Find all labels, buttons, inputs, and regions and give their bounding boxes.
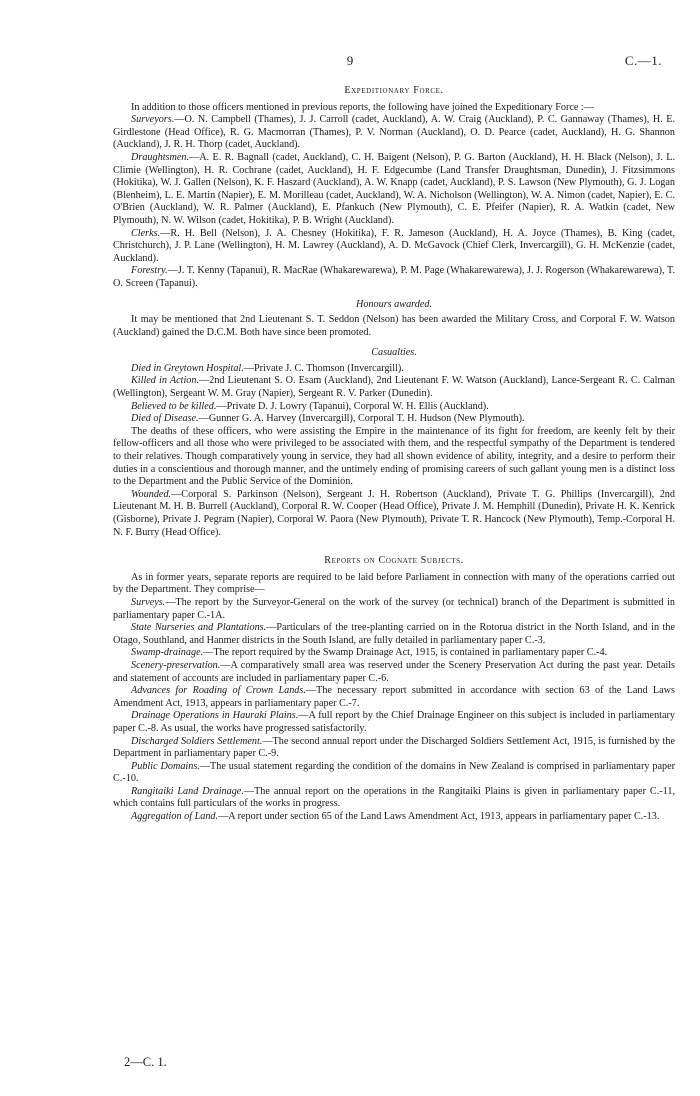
honours-paragraph: It may be mentioned that 2nd Lieutenant S. T. Seddon (Nelson) has been awarded the Military Cross, and Corporal F. W. Watson (Auckland) gained the D.C.M. Both have since been promoted.: [113, 314, 675, 338]
believed-paragraph: [113, 401, 675, 414]
report-item: [113, 736, 675, 761]
report-item-label: Advances for Roading of Crown Lands.: [131, 685, 306, 697]
document-body: [113, 85, 675, 824]
died-hospital-label: Died in Greytown Hospital.: [131, 362, 244, 374]
report-item-label: Drainage Operations in Hauraki Plains.: [131, 710, 299, 722]
draughtsmen-text: —A. E. R. Bagnall (cadet, Auckland), C. H. Baigent (Nelson), P. G. Barton (Auckland), H. H. Black (Nelson), J. L. Climie (Wellington), H. R. Cochrane (cadet, Auckland), H. F. Edgecumbe (Land Transfer Draughtsman, Dunedin), J. Fitzsimmons (Hokitika), W. J. Gallen (Nelson), K. F. Haszard (Auckland), A. W. Knapp (cadet, Auckland), P. S. Lawson (New Plymouth), G. J. Logan (Blenheim), L. E. Martin (Napier), E. M. Morilleau (cadet, Auckland), W. A. Nicholson (Wellington), W. A. Nimon (cadet, Napier), E. C. O'Brien (Auckland), W. R. Palmer (Auckland), E. Pfankuch (New Plymouth), C. E. Pfeifer (Napier), R. A. Watkin (cadet, New Plymouth), N. W. Wilson (cadet, Hokitika), P. B. Wright (Auckland).: [113, 151, 675, 226]
report-item: [113, 811, 675, 824]
page-number: 9: [346, 53, 354, 68]
clerks-paragraph: [113, 228, 675, 266]
surveyors-text: —O. N. Campbell (Thames), J. J. Carroll (cadet, Auckland), A. W. Craig (Auckland), P. C. Gannaway (Thames), H. E. Girdlestone (Head Office), R. G. Macmorran (Thames), P. V. Norman (Auckland), O. D. Pearce (cadet, Auckland), H. G. Shannon (Auckland), J. R. H. Thorp (cadet, Auckland).: [113, 114, 675, 151]
report-item-label: Surveys.: [131, 596, 166, 608]
report-item: [113, 786, 675, 811]
casualties-heading: Casualties.: [371, 347, 417, 359]
forestry-label: Forestry.: [131, 265, 168, 277]
section-gap: [113, 539, 675, 555]
report-item-text: —A comparatively small area was reserved under the Scenery Preservation Act during the past year. Details and statement of accounts are included in parliamentary paper C.-6.: [113, 659, 675, 684]
expeditionary-heading: Expeditionary Force.: [344, 85, 444, 96]
report-item: [113, 660, 675, 685]
draughtsmen-label: Draughtsmen.: [131, 151, 190, 163]
believed-label: Believed to be killed.: [131, 400, 217, 412]
report-item-label: Public Domains.: [131, 760, 200, 772]
died-hospital-paragraph: [113, 363, 675, 376]
wounded-text: —Corporal S. Parkinson (Nelson), Sergeant J. H. Robertson (Auckland), Private T. G. Phillips (Invercargill), 2nd Lieutenant M. H. B. Burrell (Auckland), Corporal R. W. Cooper (Head Office), Private J. M. Hemphill (Dunedin), Private H. K. Kenrick (Gisborne), Private J. Pegram (Napier), Corporal W. Paora (New Plymouth), Private T. R. Hancock (New Plymouth), Temp.-Corporal H. N. F. Burry (Head Office).: [113, 488, 675, 538]
honours-heading: Honours awarded.: [355, 298, 433, 310]
report-item: [113, 622, 675, 647]
believed-text: —Private D. J. Lowry (Tapanui), Corporal W. H. Ellis (Auckland).: [216, 400, 489, 412]
died-hospital-text: —Private J. C. Thomson (Invercargill).: [243, 362, 404, 374]
reports-list: [113, 597, 675, 824]
report-item-text: —The annual report on the operations in the Rangitaiki Plains is given in parliamentary paper C.-11, which contains full particulars of the works in progress.: [113, 785, 676, 810]
report-item-text: —The second annual report under the Discharged Soldiers Settlement Act, 1915, is furnished by the Department in parliamentary paper C.-9.: [113, 735, 675, 760]
report-item: [113, 685, 675, 710]
report-item-text: —Particulars of the tree-planting carried on in the Rotorua district in the North Island, and in the Otago, Southland, and Hanmer districts in the South Island, are fully detailed in parliamentary paper C.-3.: [113, 622, 676, 646]
draughtsmen-paragraph: [113, 152, 675, 228]
expeditionary-intro: In addition to those officers mentioned in previous reports, the following have joined the Expeditionary Force :—: [131, 101, 594, 113]
killed-text: —2nd Lieutenant S. O. Esam (Auckland), 2nd Lieutenant F. W. Watson (Auckland), Lance-Sergeant R. C. Calman (Wellington), Sergeant W. M. Gray (Napier), Sergeant R. V. Parker (Dunedin).: [113, 375, 675, 400]
forestry-paragraph: [113, 265, 675, 290]
report-item-label: Discharged Soldiers Settlement.: [131, 735, 263, 747]
clerks-text: —R. H. Bell (Nelson), J. A. Chesney (Hokitika), F. R. Jameson (Auckland), H. A. Joyce (Thames), B. King (cadet, Christchurch), J. P. Lane (Wellington), H. M. Lawrey (Auckland), A. D. McGavock (Chief Clerk, Invercargill), G. H. McKenzie (cadet, Auckland).: [113, 227, 675, 264]
forestry-text: —J. T. Kenny (Tapanui), R. MacRae (Whakarewarewa), P. M. Page (Whakarewarewa), J. J. Rogerson (Whakarewarewa), T. O. Screen (Tapanui).: [113, 265, 675, 289]
reports-intro: As in former years, separate reports are required to be laid before Parliament in connection with many of the operations carried out by the Department. They comprise—: [113, 571, 675, 596]
wounded-paragraph: [113, 489, 675, 539]
disease-text: —Gunner G. A. Harvey (Invercargill), Corporal T. H. Hudson (New Plymouth).: [198, 413, 525, 425]
report-item: [113, 597, 675, 622]
surveyors-label: Surveyors.: [131, 114, 175, 126]
disease-label: Died of Disease.: [131, 413, 199, 425]
killed-paragraph: [113, 375, 675, 400]
report-item-label: Swamp-drainage.: [131, 647, 204, 659]
report-item-label: Scenery-preservation.: [131, 659, 221, 671]
report-item-text: —The report required by the Swamp Drainage Act, 1915, is contained in parliamentary paper C.-4.: [203, 647, 608, 659]
reports-heading: Reports on Cognate Subjects.: [324, 555, 464, 567]
report-item: [113, 761, 675, 786]
wounded-label: Wounded.: [131, 488, 172, 500]
report-item-text: —The usual statement regarding the condition of the domains in New Zealand is comprised in parliamentary paper C.-10.: [113, 760, 675, 785]
report-item-text: —A report under section 65 of the Land Laws Amendment Act, 1913, appears in parliamentary paper C.-13.: [218, 811, 660, 823]
footer-signature: 2—C. 1.: [124, 1055, 167, 1069]
tribute-paragraph: The deaths of these officers, who were assisting the Empire in the maintenance of its fight for freedom, are keenly felt by their fellow-officers and all those who were privileged to be associated with them, and the respectful sympathy of the Department is tendered to their relatives. Though comparatively young in service, they had all shown evidence of ability, integrity, and a desire to perform their duties in a conscientious and thorough manner, and the untimely ending of promising careers of such gallant young men is a distinct loss to the Department and the Public Service of the Dominion.: [113, 425, 675, 488]
killed-label: Killed in Action.: [131, 375, 200, 387]
report-item-text: —The necessary report submitted in accordance with section 63 of the Land Laws Amendment Act, 1913, appears in parliamentary paper C.-7.: [113, 685, 675, 709]
surveyors-paragraph: [113, 114, 675, 152]
clerks-label: Clerks.: [131, 227, 161, 239]
report-item: [113, 647, 675, 660]
report-item-label: Rangitaiki Land Drainage.: [131, 785, 244, 797]
disease-paragraph: [113, 413, 675, 426]
report-item-text: —A full report by the Chief Drainage Engineer on this subject is included in parliamentary paper C.-8. As usual, the works have progressed satisfactorily.: [113, 710, 675, 734]
report-item-text: —The report by the Surveyor-General on the work of the survey (or technical) branch of the Department is submitted in parliamentary paper C.-1A.: [113, 596, 675, 621]
paper-reference: C.—1.: [624, 53, 662, 68]
report-item: [113, 710, 675, 735]
report-item-label: State Nurseries and Plantations.: [131, 622, 267, 634]
report-item-label: Aggregation of Land.: [131, 811, 219, 823]
